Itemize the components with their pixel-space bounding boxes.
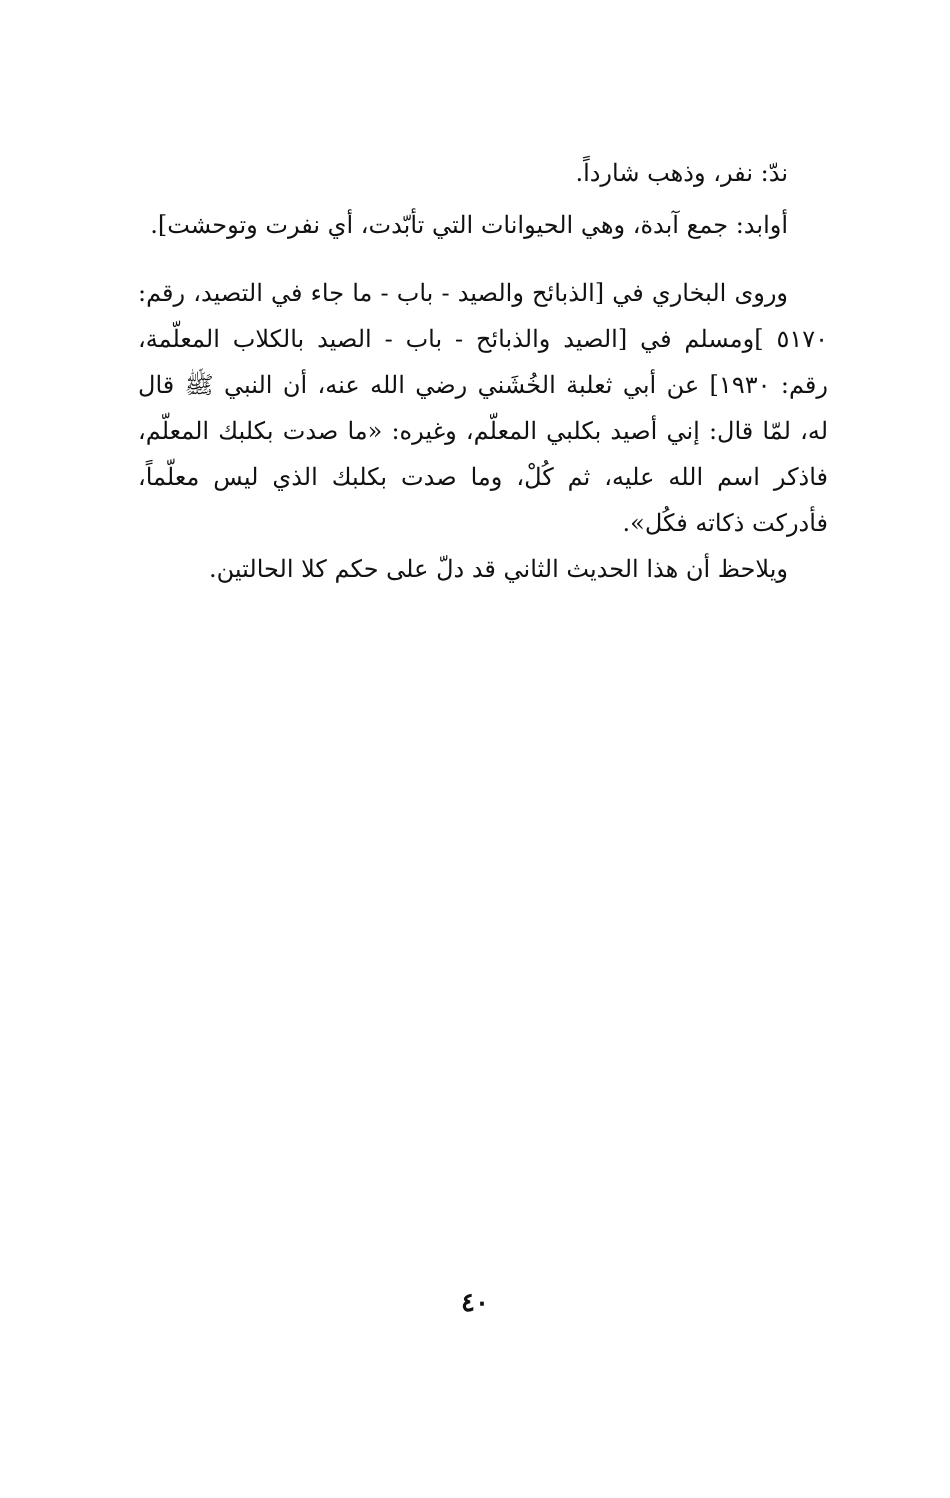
conclusion-paragraph: ويلاحظ أن هذا الحديث الثاني قد دلّ على حكم كلا الحالتين. bbox=[209, 555, 788, 583]
page-number: ٤٠ bbox=[461, 1288, 489, 1318]
hadith-paragraph: وروى البخاري في [الذبائح والصيد - باب - ما جاء في التصيد، رقم: ٥١٧٠ ]ومسلم في [الصيد والذبائح - باب - الصيد بالكلاب المعلّمة، رقم: ١٩٣٠] عن أبي ثعلبة الخُشَني رضي الله عنه، أن النبي ﷺ قال له، لمّا قال: إني أصيد بكلبي المعلّم، وغيره: «ما صدت بكلبك المعلّم، فاذكر اسم الله عليه، ثم كُلْ، وما صدت بكلبك الذي ليس معلّماً، فأدركت ذكاته فكُل». bbox=[138, 279, 828, 537]
definition-awabid: أوابد: جمع آبدة، وهي الحيوانات التي تأبّدت، أي نفرت وتوحشت]. bbox=[150, 211, 788, 239]
main-text bbox=[138, 150, 828, 592]
definition-nadda: ندّ: نفر، وذهب شارداً. bbox=[575, 159, 788, 187]
